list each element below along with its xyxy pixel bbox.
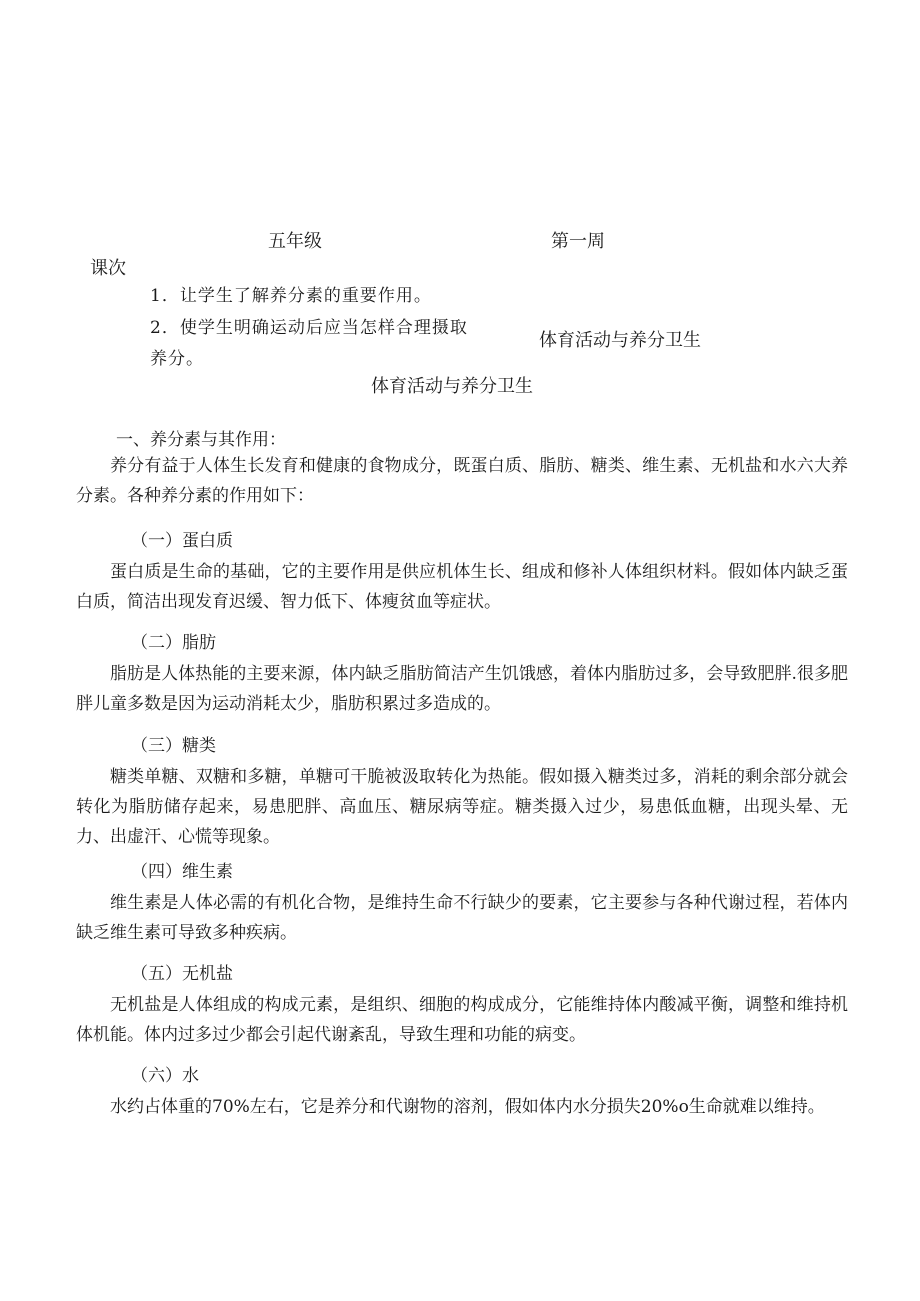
nutrient-title: （三）糖类 bbox=[131, 736, 216, 756]
topic-label: 体育活动与养分卫生 bbox=[539, 330, 701, 351]
intro-paragraph: 养分有益于人体生长发育和健康的食物成分，既蛋白质、脂肪、糖类、维生素、无机盐和水六大养分素。各种养分素的作用如下： bbox=[76, 456, 848, 506]
goal-1: 1．让学生了解养分素的重要作用。 bbox=[150, 286, 432, 306]
grade-label: 五年级 bbox=[268, 231, 322, 252]
nutrient-section-sugar bbox=[76, 734, 848, 852]
week-label: 第一周 bbox=[551, 231, 605, 252]
nutrient-paragraph: 维生素是人体必需的有机化合物，是维持生命不行缺少的要素，它主要参与各种代谢过程，若体内缺乏维生素可导致多种疾病。 bbox=[76, 893, 848, 943]
nutrient-paragraph: 蛋白质是生命的基础，它的主要作用是供应机体生长、组成和修补人体组织材料。假如体内缺乏蛋白质，简洁出现发育迟缓、智力低下、体瘦贫血等症状。 bbox=[76, 562, 848, 612]
nutrient-title: （二）脂肪 bbox=[131, 633, 216, 653]
goal-2-line-2: 养分。 bbox=[150, 349, 204, 369]
nutrient-paragraph: 脂肪是人体热能的主要来源，体内缺乏脂肪简洁产生饥饿感，着体内脂肪过多，会导致肥胖.很多肥胖儿童多数是因为运动消耗太少，脂肪积累过多造成的。 bbox=[76, 664, 848, 714]
nutrient-title: （六）水 bbox=[131, 1066, 199, 1086]
lesson-label: 课次 bbox=[90, 258, 126, 279]
nutrient-section-mineral bbox=[76, 962, 848, 1050]
nutrient-title: （五）无机盐 bbox=[131, 964, 233, 984]
nutrient-section-fat bbox=[76, 631, 848, 719]
nutrient-title: （四）维生素 bbox=[131, 862, 233, 882]
document-title: 体育活动与养分卫生 bbox=[371, 376, 533, 397]
section-heading: 一、养分素与其作用： bbox=[116, 430, 286, 450]
nutrient-section-vitamin bbox=[76, 860, 848, 948]
nutrient-section-water bbox=[76, 1064, 848, 1122]
nutrient-title: （一）蛋白质 bbox=[131, 531, 233, 551]
nutrient-paragraph: 糖类单糖、双糖和多糖，单糖可干脆被汲取转化为热能。假如摄入糖类过多，消耗的剩余部分就会转化为脂肪储存起来，易患肥胖、高血压、糖尿病等症。糖类摄入过少，易患低血糖，出现头晕、无力、出虚汗、心慌等现象。 bbox=[76, 767, 848, 847]
goal-2-line-1: 2．使学生明确运动后应当怎样合理摄取 bbox=[150, 318, 468, 338]
nutrient-section-protein bbox=[76, 529, 848, 617]
nutrient-paragraph: 水约占体重的70%左右，它是养分和代谢物的溶剂，假如体内水分损失20%o生命就难以维持。 bbox=[110, 1097, 825, 1117]
nutrient-paragraph: 无机盐是人体组成的构成元素，是组织、细胞的构成成分，它能维持体内酸减平衡，调整和维持机体机能。体内过多过少都会引起代谢紊乱，导致生理和功能的病变。 bbox=[76, 995, 848, 1045]
intro-block bbox=[76, 451, 848, 511]
